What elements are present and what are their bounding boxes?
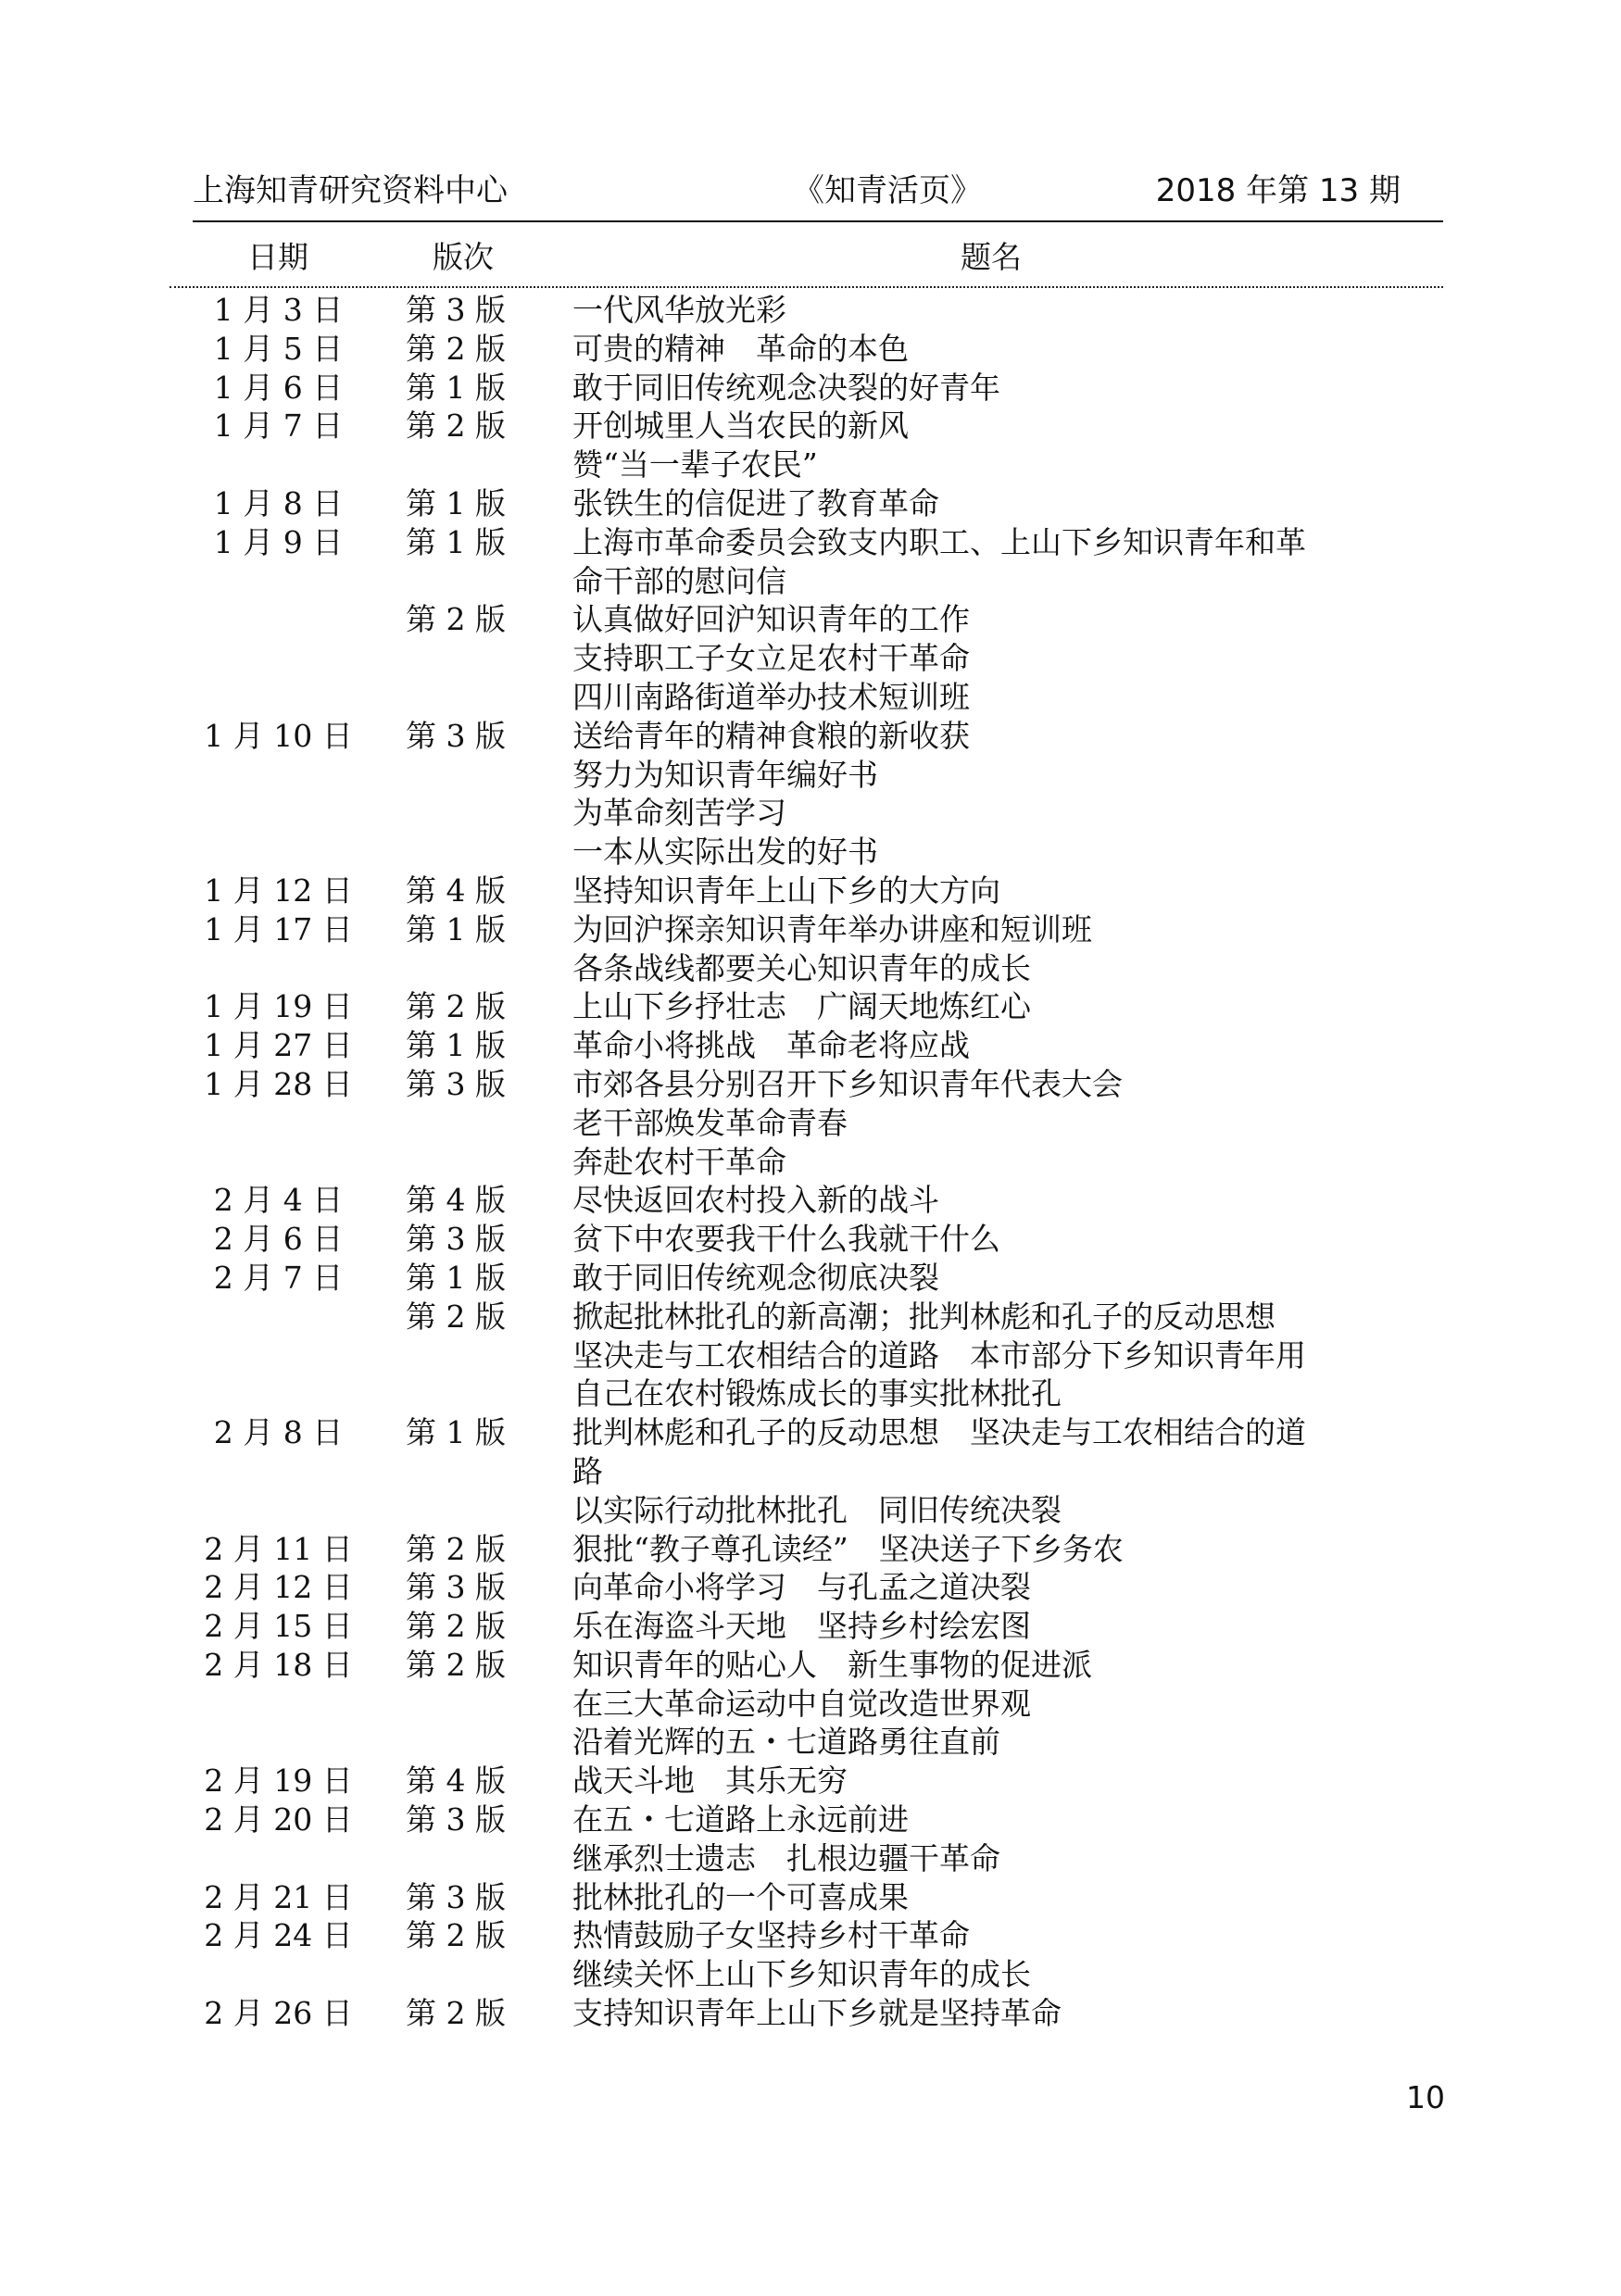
- row-title: 敢于同旧传统观念决裂的好青年: [572, 369, 1000, 406]
- table-row: [0, 1491, 1621, 1530]
- row-title: 继承烈士遗志 扎根边疆干革命: [572, 1839, 1000, 1876]
- table-row: [0, 1762, 1621, 1800]
- row-date: 1 月 19 日: [204, 988, 353, 1025]
- row-edition: 第 2 版: [406, 1917, 506, 1954]
- row-edition: 第 3 版: [406, 1878, 506, 1915]
- table-row: [0, 1607, 1621, 1646]
- row-edition: 第 1 版: [406, 523, 506, 560]
- header-organization: 上海知青研究资料中心: [193, 172, 508, 209]
- row-edition: 第 2 版: [406, 988, 506, 1025]
- row-title: 知识青年的贴心人 新生事物的促进派: [572, 1646, 1092, 1683]
- table-row: [0, 1065, 1621, 1104]
- table-row: [0, 600, 1621, 639]
- table-row: [0, 717, 1621, 756]
- table-row: [0, 407, 1621, 445]
- table-row: [0, 987, 1621, 1026]
- column-header-edition: 版次: [433, 239, 494, 275]
- row-edition: 第 2 版: [406, 1530, 506, 1567]
- row-date: 1 月 9 日: [213, 523, 344, 560]
- table-row: [0, 1723, 1621, 1762]
- row-edition: 第 1 版: [406, 484, 506, 521]
- row-edition: 第 3 版: [406, 1569, 506, 1606]
- table-row: [0, 1143, 1621, 1182]
- row-title: 革命小将挑战 革命老将应战: [572, 1027, 970, 1064]
- table-row: [0, 1916, 1621, 1955]
- table-row: [0, 562, 1621, 601]
- page-number: 10: [1406, 2079, 1445, 2115]
- row-title: 贫下中农要我干什么我就干什么: [572, 1221, 1000, 1258]
- row-edition: 第 2 版: [406, 1646, 506, 1683]
- row-title: 敢于同旧传统观念彻底决裂: [572, 1259, 939, 1296]
- row-title: 掀起批林批孔的新高潮；批判林彪和孔子的反动思想: [572, 1298, 1275, 1335]
- table-row: [0, 1336, 1621, 1375]
- row-edition: 第 1 版: [406, 1027, 506, 1064]
- table-row: [0, 1298, 1621, 1336]
- row-edition: 第 2 版: [406, 1298, 506, 1335]
- row-date: 2 月 21 日: [204, 1878, 353, 1915]
- page-header: [193, 165, 1443, 211]
- table-row: [0, 1259, 1621, 1298]
- row-title: 支持职工子女立足农村干革命: [572, 640, 970, 677]
- table-row: [0, 1568, 1621, 1607]
- header-issue: 2018 年第 13 期: [1155, 172, 1401, 209]
- table-row: [0, 484, 1621, 523]
- row-title: 狠批“教子尊孔读经” 坚决送子下乡务农: [572, 1530, 1124, 1567]
- row-edition: 第 1 版: [406, 369, 506, 406]
- row-date: 2 月 15 日: [204, 1608, 353, 1645]
- row-date: 2 月 6 日: [213, 1221, 344, 1258]
- row-title: 以实际行动批林批孔 同旧传统决裂: [572, 1491, 1062, 1528]
- row-title: 在三大革命运动中自觉改造世界观: [572, 1685, 1031, 1722]
- row-title: 一代风华放光彩: [572, 292, 786, 328]
- table-row: [0, 1530, 1621, 1569]
- row-title: 尽快返回农村投入新的战斗: [572, 1182, 939, 1219]
- row-title: 命干部的慰问信: [572, 562, 786, 599]
- row-date: 2 月 26 日: [204, 1995, 353, 2032]
- row-date: 2 月 18 日: [204, 1646, 353, 1683]
- table-row: [0, 910, 1621, 949]
- row-title: 上海市革命委员会致支内职工、上山下乡知识青年和革: [572, 523, 1306, 560]
- row-title: 乐在海盗斗天地 坚持乡村绘宏图: [572, 1608, 1031, 1645]
- table-row: [0, 1685, 1621, 1724]
- row-title: 继续关怀上山下乡知识青年的成长: [572, 1956, 1031, 1993]
- row-title: 自己在农村锻炼成长的事实批林批孔: [572, 1375, 1062, 1412]
- row-date: 1 月 8 日: [213, 484, 344, 521]
- row-edition: 第 3 版: [406, 292, 506, 328]
- row-title: 各条战线都要关心知识青年的成长: [572, 949, 1031, 986]
- row-title: 努力为知识青年编好书: [572, 756, 878, 793]
- column-header-date: 日期: [247, 239, 308, 275]
- row-date: 1 月 5 日: [213, 330, 344, 367]
- row-date: 2 月 24 日: [204, 1917, 353, 1954]
- row-title: 在五・七道路上永远前进: [572, 1801, 909, 1838]
- row-edition: 第 2 版: [406, 1995, 506, 2032]
- row-date: 1 月 17 日: [204, 910, 353, 947]
- table-row: [0, 1413, 1621, 1452]
- header-rule: [193, 220, 1443, 222]
- row-date: 2 月 7 日: [213, 1259, 344, 1296]
- table-row: [0, 1026, 1621, 1065]
- table-row: [0, 872, 1621, 910]
- row-edition: 第 4 版: [406, 1182, 506, 1219]
- table-row: [0, 1220, 1621, 1259]
- row-date: 1 月 6 日: [213, 369, 344, 406]
- row-date: 2 月 4 日: [213, 1182, 344, 1219]
- table-row: [0, 1955, 1621, 1994]
- row-title: 为革命刻苦学习: [572, 795, 786, 832]
- index-table: [0, 291, 1621, 2033]
- table-row: [0, 639, 1621, 678]
- row-edition: 第 3 版: [406, 1065, 506, 1102]
- row-title: 为回沪探亲知识青年举办讲座和短训班: [572, 910, 1092, 947]
- row-title: 可贵的精神 革命的本色: [572, 330, 909, 367]
- row-title: 送给青年的精神食粮的新收获: [572, 717, 970, 754]
- row-date: 1 月 12 日: [204, 872, 353, 909]
- row-title: 张铁生的信促进了教育革命: [572, 484, 939, 521]
- table-row: [0, 1104, 1621, 1143]
- row-date: 2 月 12 日: [204, 1569, 353, 1606]
- row-edition: 第 1 版: [406, 910, 506, 947]
- row-edition: 第 2 版: [406, 330, 506, 367]
- table-row: [0, 1878, 1621, 1917]
- column-header-divider: [170, 286, 1443, 288]
- table-row: [0, 794, 1621, 833]
- row-title: 开创城里人当农民的新风: [572, 408, 909, 445]
- row-title: 批判林彪和孔子的反动思想 坚决走与工农相结合的道: [572, 1414, 1306, 1451]
- table-row: [0, 369, 1621, 408]
- row-title: 上山下乡抒壮志 广阔天地炼红心: [572, 988, 1031, 1025]
- row-date: 1 月 7 日: [213, 408, 344, 445]
- table-row: [0, 1800, 1621, 1839]
- row-title: 四川南路街道举办技术短训班: [572, 678, 970, 715]
- table-row: [0, 1839, 1621, 1878]
- row-date: 2 月 20 日: [204, 1801, 353, 1838]
- table-row: [0, 1452, 1621, 1491]
- row-date: 1 月 28 日: [204, 1065, 353, 1102]
- row-date: 2 月 19 日: [204, 1763, 353, 1800]
- table-row: [0, 833, 1621, 872]
- row-title: 认真做好回沪知识青年的工作: [572, 601, 970, 638]
- table-row: [0, 756, 1621, 795]
- row-title: 奔赴农村干革命: [572, 1143, 786, 1180]
- header-publication: 《知青活页》: [793, 172, 982, 209]
- table-row: [0, 1181, 1621, 1220]
- table-row: [0, 523, 1621, 562]
- row-date: 1 月 10 日: [204, 717, 353, 754]
- row-date: 1 月 27 日: [204, 1027, 353, 1064]
- table-row: [0, 949, 1621, 988]
- row-date: 2 月 8 日: [213, 1414, 344, 1451]
- table-row: [0, 445, 1621, 484]
- row-edition: 第 3 版: [406, 1221, 506, 1258]
- row-title: 坚持知识青年上山下乡的大方向: [572, 872, 1000, 909]
- row-edition: 第 3 版: [406, 717, 506, 754]
- row-edition: 第 4 版: [406, 872, 506, 909]
- row-title: 热情鼓励子女坚持乡村干革命: [572, 1917, 970, 1954]
- row-edition: 第 3 版: [406, 1801, 506, 1838]
- row-title: 支持知识青年上山下乡就是坚持革命: [572, 1995, 1062, 2032]
- table-row: [0, 330, 1621, 369]
- row-edition: 第 1 版: [406, 1414, 506, 1451]
- table-row: [0, 291, 1621, 330]
- row-title: 市郊各县分别召开下乡知识青年代表大会: [572, 1065, 1123, 1102]
- row-edition: 第 1 版: [406, 1259, 506, 1296]
- row-title: 老干部焕发革命青春: [572, 1104, 848, 1141]
- row-edition: 第 4 版: [406, 1763, 506, 1800]
- row-title: 一本从实际出发的好书: [572, 834, 878, 871]
- row-title: 赞“当一辈子农民”: [572, 446, 818, 483]
- row-title: 批林批孔的一个可喜成果: [572, 1878, 909, 1915]
- row-title: 战天斗地 其乐无穷: [572, 1763, 848, 1800]
- row-title: 向革命小将学习 与孔孟之道决裂: [572, 1569, 1031, 1606]
- row-title: 沿着光辉的五・七道路勇往直前: [572, 1724, 1000, 1761]
- table-row: [0, 678, 1621, 717]
- row-date: 2 月 11 日: [204, 1530, 353, 1567]
- column-header-title: 题名: [961, 239, 1022, 275]
- row-edition: 第 2 版: [406, 408, 506, 445]
- row-edition: 第 2 版: [406, 1608, 506, 1645]
- table-row: [0, 1374, 1621, 1413]
- row-title: 路: [572, 1452, 603, 1489]
- table-row: [0, 1994, 1621, 2033]
- row-date: 1 月 3 日: [213, 292, 344, 328]
- table-row: [0, 1646, 1621, 1685]
- row-edition: 第 2 版: [406, 601, 506, 638]
- row-title: 坚决走与工农相结合的道路 本市部分下乡知识青年用: [572, 1336, 1306, 1374]
